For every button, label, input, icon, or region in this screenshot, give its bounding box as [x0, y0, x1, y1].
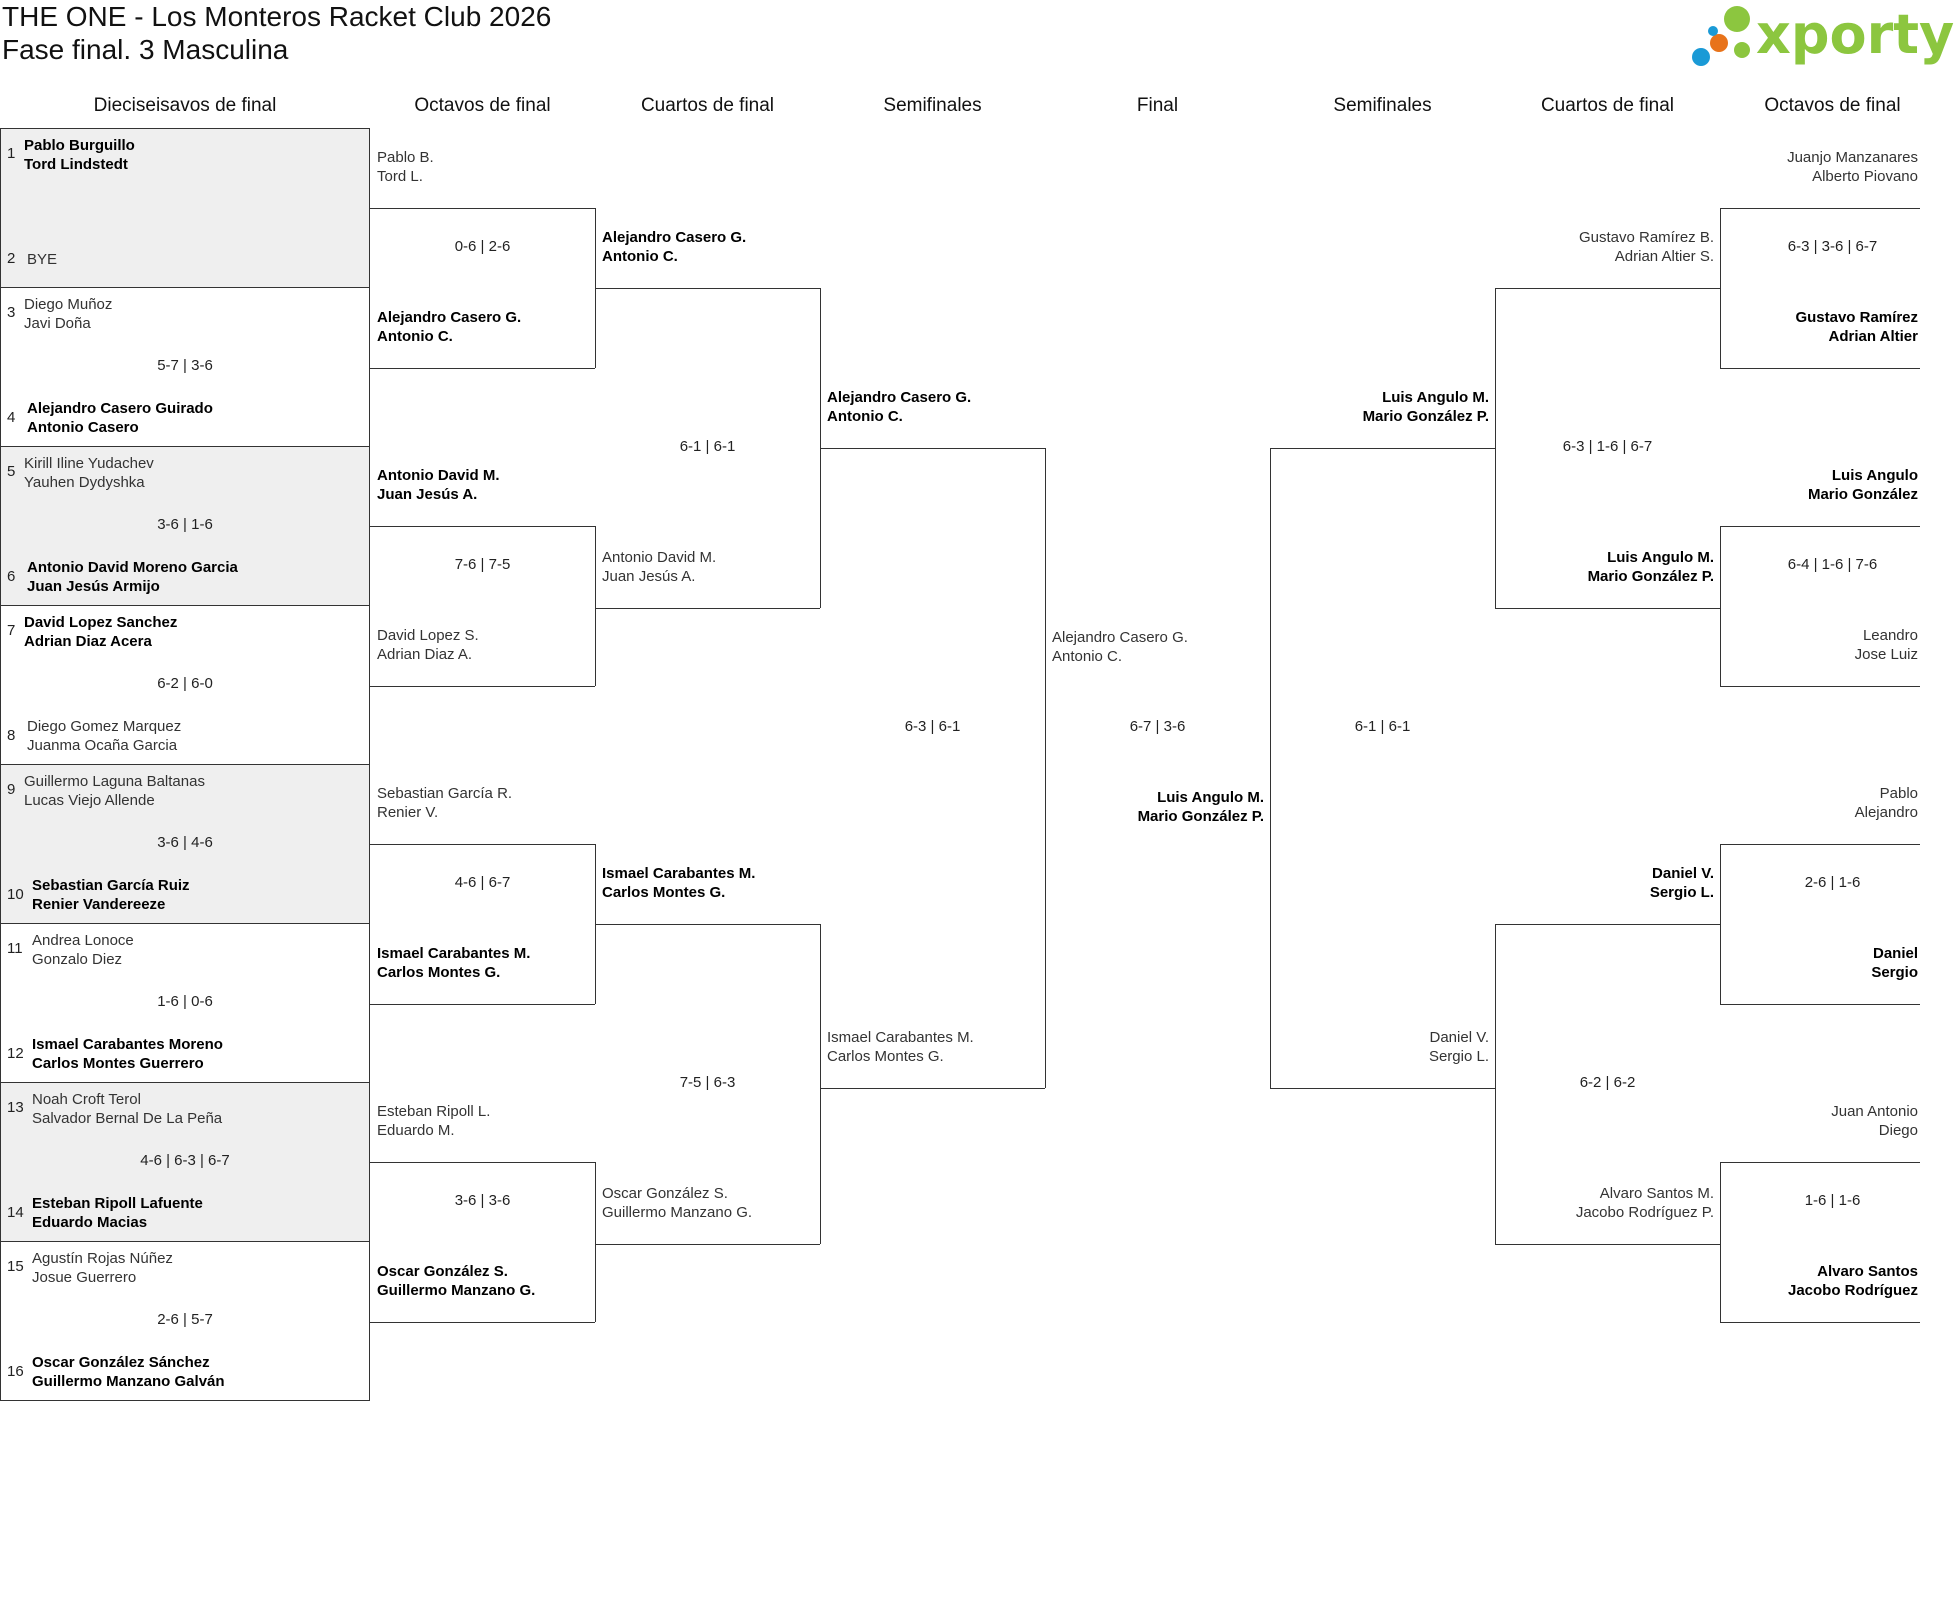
match-score: 1-6 | 0-6 [157, 993, 213, 1010]
qf-right-team-b-player: Mario González P. [1587, 568, 1714, 585]
r32-team-b-player: Sebastian García Ruiz [32, 877, 190, 894]
r32-team-a-player: Pablo Burguillo [24, 137, 135, 154]
qf-right-team-b-player: Jacobo Rodríguez P. [1575, 1204, 1714, 1221]
r16-left-team-b-player: Ismael Carabantes M. [377, 945, 531, 962]
sf-right-team-a-player: Mario González P. [1362, 408, 1489, 425]
r16-right-match-bottom-line [1720, 1004, 1920, 1005]
final-team-b-player: Mario González P. [1137, 808, 1264, 825]
r32-team-a [24, 136, 135, 174]
qf-right-match-bottom-line [1495, 1244, 1720, 1245]
round-header-sf-right: Semifinales [1333, 95, 1432, 116]
r16-left-team-b-player: Antonio C. [377, 328, 453, 345]
xporty-logo[interactable] [1690, 3, 1954, 70]
r32-team-b [32, 1353, 225, 1391]
r16-right-team-b [1795, 308, 1918, 346]
logo-dot-green-small-icon [1734, 42, 1750, 58]
sf-right-team-b [1429, 1028, 1489, 1066]
seed-number: 2 [7, 250, 16, 267]
r32-team-a-player: Javi Doña [24, 315, 91, 332]
r16-left-match-bottom-line [370, 1322, 595, 1323]
r32-team-b-player: Oscar González Sánchez [32, 1354, 210, 1371]
round-header-r16-left: Octavos de final [414, 95, 551, 116]
final-team-a-player: Antonio C. [1052, 648, 1123, 665]
logo-dot-blue-icon [1692, 48, 1710, 66]
r16-right-match-side-line [1720, 526, 1721, 686]
r16-right-match-bottom-line [1720, 1322, 1920, 1323]
match-score: 0-6 | 2-6 [454, 238, 511, 255]
qf-right-team-b [1588, 548, 1714, 586]
match-score: 7-5 | 6-3 [679, 1074, 736, 1091]
r16-right-team-a [1855, 784, 1918, 822]
match-score: 3-6 | 4-6 [157, 834, 213, 851]
r16-left-match-side-line [595, 1162, 596, 1322]
round-header-qf-right: Cuartos de final [1540, 95, 1675, 116]
r16-right-match-side-line [1720, 208, 1721, 368]
r16-right-team-a [1831, 1102, 1918, 1140]
r32-team-a [24, 772, 205, 810]
r16-left-team-a-player: Esteban Ripoll L. [377, 1103, 491, 1120]
qf-left-match-top-line [595, 288, 820, 289]
r32-team-b-player: Eduardo Macias [32, 1214, 148, 1231]
r32-team-b [32, 1035, 223, 1073]
match-score: 3-6 | 1-6 [157, 516, 213, 533]
qf-right-team-a-player: Daniel V. [1652, 865, 1714, 882]
round-header-r16-right: Octavos de final [1764, 95, 1901, 116]
logo-dot-blue-small-icon [1708, 26, 1718, 36]
seed-number: 8 [7, 727, 16, 744]
qf-left-team-a [602, 864, 755, 902]
r16-right-team-a-player: Alejandro [1854, 804, 1918, 821]
r16-right-team-a-player: Luis Angulo [1831, 467, 1918, 484]
match-score: 2-6 | 1-6 [1804, 874, 1861, 891]
sf-right-match-side-line [1270, 448, 1271, 1088]
r16-left-team-b [377, 1262, 535, 1300]
r32-team-a-player: Josue Guerrero [32, 1269, 137, 1286]
sf-right-match-bottom-line [1270, 1088, 1495, 1089]
r32-team-b-player: Diego Gomez Marquez [27, 718, 182, 735]
r16-right-team-b-player: Adrian Altier [1828, 328, 1918, 345]
sf-right-team-a-player: Luis Angulo M. [1382, 389, 1489, 406]
r32-team-b-player: Guillermo Manzano Galván [32, 1373, 225, 1390]
r32-team-a [24, 613, 177, 651]
r32-team-a-player: Noah Croft Terol [32, 1091, 141, 1108]
r16-left-team-b-player: Alejandro Casero G. [377, 309, 522, 326]
sf-left-team-a-player: Alejandro Casero G. [827, 389, 972, 406]
round-header-r32: Dieciseisavos de final [93, 95, 277, 116]
seed-number: 7 [7, 622, 16, 639]
r32-team-a-player: David Lopez Sanchez [24, 614, 178, 631]
seed-number: 10 [7, 886, 24, 903]
r32-team-a-player: Salvador Bernal De La Peña [32, 1110, 223, 1127]
r32-team-b [32, 876, 190, 914]
seed-number: 13 [7, 1099, 24, 1116]
r16-right-team-b-player: Jacobo Rodríguez [1787, 1282, 1918, 1299]
r16-right-match-side-line [1720, 844, 1721, 1004]
qf-left-team-b [602, 1184, 752, 1222]
r32-team-a-player: Lucas Viejo Allende [24, 792, 155, 809]
r16-left-team-b-player: Adrian Diaz A. [377, 646, 473, 663]
qf-left-match-bottom-line [595, 1244, 820, 1245]
r32-team-a-player: Agustín Rojas Núñez [32, 1250, 173, 1267]
qf-left-team-b-player: Guillermo Manzano G. [602, 1204, 753, 1221]
seed-number: 14 [7, 1204, 24, 1221]
r16-right-team-b [1855, 626, 1918, 664]
r16-left-team-b-player: Oscar González S. [377, 1263, 508, 1280]
r16-right-team-a-player: Juan Antonio [1831, 1103, 1918, 1120]
r16-left-match-bottom-line [370, 368, 595, 369]
qf-right-team-b-player: Luis Angulo M. [1607, 549, 1714, 566]
sf-right-team-a [1363, 388, 1489, 426]
r32-team-b-player: Esteban Ripoll Lafuente [32, 1195, 203, 1212]
r16-left-match-side-line [595, 526, 596, 686]
qf-left-team-a-player: Alejandro Casero G. [602, 229, 747, 246]
r16-left-team-b-player: Carlos Montes G. [377, 964, 501, 981]
qf-left-team-b [602, 548, 716, 586]
qf-right-team-a [1579, 228, 1714, 266]
r32-team-b-player: Juan Jesús Armijo [27, 578, 160, 595]
qf-left-team-a-player: Carlos Montes G. [602, 884, 726, 901]
match-score: 1-6 | 1-6 [1804, 1192, 1861, 1209]
r16-right-team-a-player: Alberto Piovano [1812, 168, 1918, 185]
qf-right-team-a-player: Sergio L. [1649, 884, 1714, 901]
r32-team-a-player: Tord Lindstedt [24, 156, 128, 173]
r16-right-match-bottom-line [1720, 368, 1920, 369]
r32-team-b [27, 250, 57, 269]
r16-left-match-top-line [370, 1162, 595, 1163]
sf-left-match-bottom-line [820, 1088, 1045, 1089]
final-team-b-player: Luis Angulo M. [1157, 789, 1264, 806]
seed-number: 9 [7, 781, 16, 798]
match-score: 7-6 | 7-5 [454, 556, 511, 573]
sf-left-match-side-line [1045, 448, 1046, 1088]
r16-left-team-a-player: Pablo B. [377, 149, 434, 166]
qf-left-team-b-player: Juan Jesús A. [602, 568, 696, 585]
seed-number: 1 [7, 145, 16, 162]
qf-right-match-bottom-line [1495, 608, 1720, 609]
r16-right-team-b-player: Alvaro Santos [1817, 1263, 1918, 1280]
sf-right-team-b-player: Sergio L. [1428, 1048, 1489, 1065]
sf-left-match-top-line [820, 448, 1045, 449]
logo-text: xporty [1756, 3, 1954, 66]
match-score: 4-6 | 6-7 [454, 874, 511, 891]
r16-left-team-a [377, 466, 500, 504]
qf-left-team-b-player: Oscar González S. [602, 1185, 728, 1202]
r32-team-b-player: Renier Vandereeze [32, 896, 166, 913]
r32-team-b-player: Juanma Ocaña Garcia [27, 737, 178, 754]
r16-right-match-bottom-line [1720, 686, 1920, 687]
match-score: 2-6 | 5-7 [157, 1311, 213, 1328]
r32-team-b [27, 558, 238, 596]
r16-left-team-a-player: Sebastian García R. [377, 785, 513, 802]
r32-team-b-player: Alejandro Casero Guirado [27, 400, 213, 417]
qf-right-team-a-player: Adrian Altier S. [1614, 248, 1714, 265]
qf-left-team-b-player: Antonio David M. [602, 549, 717, 566]
seed-number: 5 [7, 463, 16, 480]
r16-left-team-b [377, 308, 521, 346]
r16-right-team-a-player: Mario González [1807, 486, 1918, 503]
r32-team-a-player: Gonzalo Diez [32, 951, 123, 968]
r16-right-match-top-line [1720, 526, 1920, 527]
r16-right-team-a-player: Juanjo Manzanares [1787, 149, 1918, 166]
r32-team-b-player: Carlos Montes Guerrero [32, 1055, 204, 1072]
r16-left-match-bottom-line [370, 1004, 595, 1005]
r32-team-b-player: Ismael Carabantes Moreno [32, 1036, 223, 1053]
qf-right-team-b [1576, 1184, 1714, 1222]
match-score: 6-3 | 6-1 [904, 718, 961, 735]
r16-right-team-a-player: Pablo [1879, 785, 1918, 802]
final-team-a [1052, 628, 1188, 666]
seed-number: 16 [7, 1363, 24, 1380]
round-header-sf-left: Semifinales [883, 95, 982, 116]
r16-left-team-b-player: David Lopez S. [377, 627, 479, 644]
sf-left-team-b-player: Carlos Montes G. [827, 1048, 944, 1065]
qf-right-team-a [1650, 864, 1714, 902]
match-score: 6-3 | 3-6 | 6-7 [1787, 238, 1878, 255]
r16-left-match-top-line [370, 844, 595, 845]
r16-left-team-a-player: Eduardo M. [377, 1122, 455, 1139]
r16-left-team-a-player: Tord L. [377, 168, 423, 185]
r16-right-team-b-player: Daniel [1872, 945, 1918, 962]
qf-left-match-top-line [595, 924, 820, 925]
r32-team-a-player: Guillermo Laguna Baltanas [24, 773, 205, 790]
r32-team-b-player: Antonio Casero [27, 419, 139, 436]
qf-left-team-a [602, 228, 746, 266]
match-score: 6-1 | 6-1 [1354, 718, 1411, 735]
sf-left-team-b-player: Ismael Carabantes M. [827, 1029, 974, 1046]
r32-team-b [27, 399, 213, 437]
r32-team-a-player: Andrea Lonoce [32, 932, 134, 949]
seed-number: 6 [7, 568, 16, 585]
match-score: 6-2 | 6-0 [157, 675, 213, 692]
seed-number: 3 [7, 304, 16, 321]
r32-team-a-player: Adrian Diaz Acera [24, 633, 152, 650]
r32-team-a [32, 1090, 222, 1128]
r16-right-match-top-line [1720, 1162, 1920, 1163]
sf-left-team-a [827, 388, 971, 426]
r32-team-a [24, 295, 112, 333]
qf-left-team-a-player: Ismael Carabantes M. [602, 865, 756, 882]
r32-team-a [24, 454, 154, 492]
qf-right-team-a-player: Gustavo Ramírez B. [1578, 229, 1714, 246]
seed-number: 12 [7, 1045, 24, 1062]
page-subtitle: Fase final. 3 Masculina [2, 34, 289, 65]
r32-team-b [27, 717, 181, 755]
r16-right-team-a [1808, 466, 1918, 504]
final-team-a-player: Alejandro Casero G. [1052, 629, 1188, 646]
r16-right-match-side-line [1720, 1162, 1721, 1322]
sf-right-match-top-line [1270, 448, 1495, 449]
r16-left-match-bottom-line [370, 686, 595, 687]
sf-left-team-a-player: Antonio C. [827, 408, 903, 425]
match-score: 4-6 | 6-3 | 6-7 [140, 1152, 230, 1169]
qf-right-match-top-line [1495, 924, 1720, 925]
sf-left-team-b [827, 1028, 974, 1066]
sf-right-team-b-player: Daniel V. [1429, 1029, 1489, 1046]
final-team-b [1138, 788, 1264, 826]
r16-left-team-b [377, 944, 530, 982]
qf-left-match-bottom-line [595, 608, 820, 609]
seed-number: 15 [7, 1258, 24, 1275]
qf-right-match-top-line [1495, 288, 1720, 289]
r32-team-a [32, 931, 134, 969]
r32-team-a-player: Yauhen Dydyshka [24, 474, 145, 491]
seed-number: 11 [7, 940, 23, 957]
qf-right-team-b-player: Alvaro Santos M. [1599, 1185, 1714, 1202]
round-header-final: Final [1136, 95, 1179, 116]
r16-right-match-top-line [1720, 844, 1920, 845]
r16-right-team-b-player: Sergio [1871, 964, 1918, 981]
seed-number: 4 [7, 409, 16, 426]
r16-left-team-b-player: Guillermo Manzano G. [377, 1282, 536, 1299]
r16-right-team-b [1871, 944, 1918, 982]
r16-right-match-top-line [1720, 208, 1920, 209]
r16-left-team-a [377, 784, 512, 822]
r32-team-a-player: Diego Muñoz [24, 296, 113, 313]
r16-left-team-a-player: Renier V. [377, 804, 439, 821]
r16-left-match-top-line [370, 208, 595, 209]
match-score: 6-1 | 6-1 [679, 438, 736, 455]
match-score: 3-6 | 3-6 [454, 1192, 511, 1209]
r32-team-b [32, 1194, 203, 1232]
r16-left-team-a-player: Antonio David M. [377, 467, 500, 484]
r16-left-team-a [377, 1102, 490, 1140]
qf-left-team-a-player: Antonio C. [602, 248, 678, 265]
r32-team-b-player: Antonio David Moreno Garcia [27, 559, 238, 576]
r16-right-team-b-player: Gustavo Ramírez [1795, 309, 1918, 326]
match-score: 6-7 | 3-6 [1129, 718, 1186, 735]
r32-team-b-player: BYE [27, 251, 58, 268]
qf-left-match-side-line [820, 924, 821, 1244]
match-score: 6-3 | 1-6 | 6-7 [1562, 438, 1653, 455]
r32-team-a [32, 1249, 173, 1287]
match-score: 6-2 | 6-2 [1579, 1074, 1636, 1091]
r32-team-a-player: Kirill Iline Yudachev [24, 455, 154, 472]
r16-right-team-b-player: Jose Luiz [1854, 646, 1918, 663]
r16-right-team-b [1788, 1262, 1918, 1300]
r16-right-team-a [1787, 148, 1918, 186]
page-title: THE ONE - Los Monteros Racket Club 2026 [2, 1, 552, 32]
match-score: 5-7 | 3-6 [157, 357, 213, 374]
round-header-qf-left: Cuartos de final [640, 95, 775, 116]
r16-right-team-b-player: Leandro [1862, 627, 1918, 644]
match-score: 6-4 | 1-6 | 7-6 [1787, 556, 1878, 573]
r16-right-team-a-player: Diego [1878, 1122, 1918, 1139]
r16-left-team-a-player: Juan Jesús A. [377, 486, 478, 503]
logo-dot-orange-icon [1710, 34, 1728, 52]
logo-dot-green-icon [1724, 6, 1750, 32]
r16-left-match-top-line [370, 526, 595, 527]
r16-left-team-a [377, 148, 434, 186]
r16-left-team-b [377, 626, 479, 664]
